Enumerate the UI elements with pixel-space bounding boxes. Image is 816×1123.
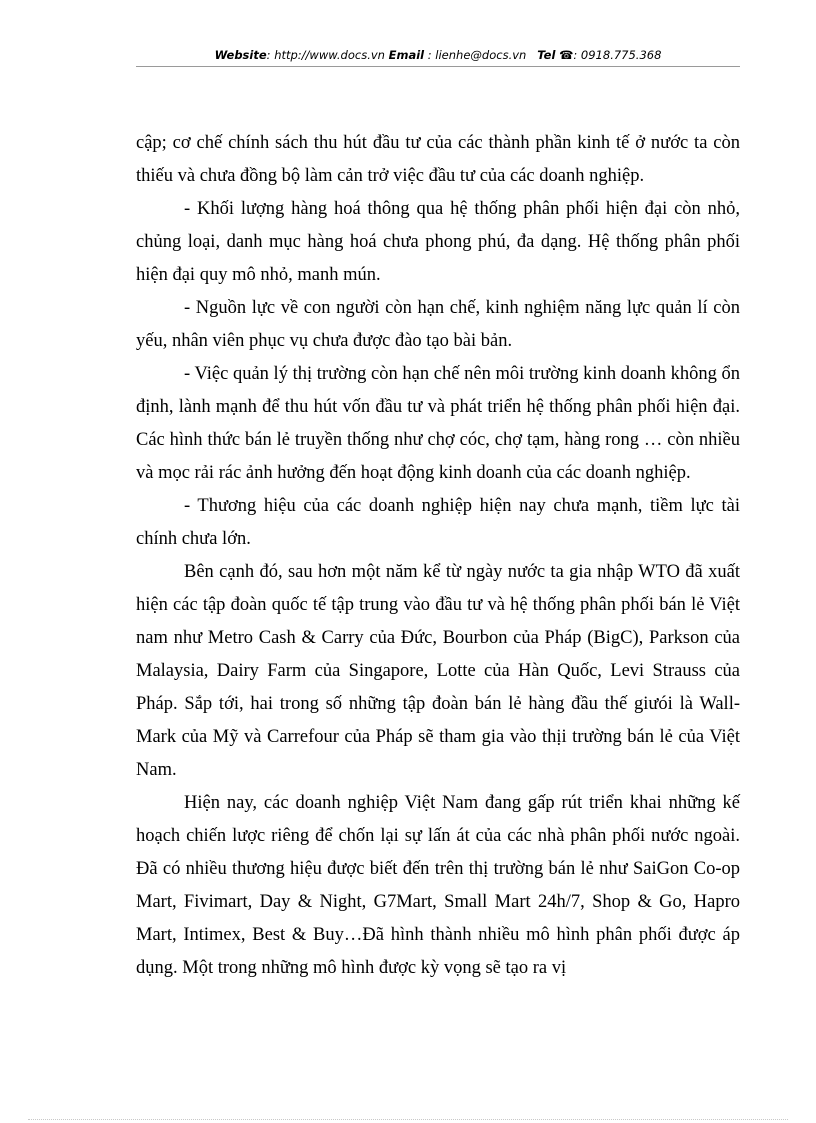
paragraph-6: Bên cạnh đó, sau hơn một năm kể từ ngày nước ta gia nhập WTO đã xuất hiện các tập đoàn quốc tế tập trung vào đầu tư và hệ thống phân phối bán lẻ Việt nam như Metro Cash & Carry của Đức, Bourbon của Pháp (BigC), Parkson của Malaysia, Dairy Farm của Singapore, Lotte của Hàn Quốc, Levi Strauss của Pháp. Sắp tới, hai trong số những tập đoàn bán lẻ hàng đầu thế giưói là Wall-Mark của Mỹ và Carrefour của Pháp sẽ tham gia vào thịi trường bán lẻ của Việt Nam. bbox=[136, 562, 740, 780]
phone-icon: ☎ bbox=[559, 48, 574, 62]
tel-label: Tel bbox=[537, 48, 556, 62]
tel-separator: : bbox=[573, 48, 581, 62]
email-label: Email bbox=[388, 48, 425, 62]
website-label: Website bbox=[214, 48, 267, 62]
paragraph-5: - Thương hiệu của các doanh nghiệp hiện nay chưa mạnh, tiềm lực tài chính chưa lớn. bbox=[136, 496, 740, 549]
email-separator: : bbox=[424, 48, 436, 62]
email-address[interactable]: lienhe@docs.vn bbox=[435, 48, 527, 62]
paragraph-3: - Nguồn lực về con người còn hạn chế, kinh nghiệm năng lực quản lí còn yếu, nhân viên phục vụ chưa được đào tạo bài bản. bbox=[136, 298, 740, 351]
paragraph-2: - Khối lượng hàng hoá thông qua hệ thống phân phối hiện đại còn nhỏ, chủng loại, danh mục hàng hoá chưa phong phú, đa dạng. Hệ thống phân phối hiện đại quy mô nhỏ, manh mún. bbox=[136, 199, 740, 285]
tel-number: 0918.775.368 bbox=[580, 48, 662, 62]
website-separator: : bbox=[266, 48, 275, 62]
footer-divider bbox=[28, 1119, 788, 1120]
paragraph-4: - Việc quản lý thị trường còn hạn chế nên môi trường kinh doanh không ổn định, lành mạnh để thu hút vốn đầu tư và phát triển hệ thống phân phối hiện đại. Các hình thức bán lẻ truyền thống như chợ cóc, chợ tạm, hàng rong … còn nhiều và mọc rải rác ảnh hưởng đến hoạt động kinh doanh của các doanh nghiệp. bbox=[136, 364, 740, 483]
page-header bbox=[136, 47, 740, 63]
header-divider bbox=[136, 66, 740, 67]
paragraph-1: cập; cơ chế chính sách thu hút đầu tư của các thành phần kinh tế ở nước ta còn thiếu và chưa đồng bộ làm cản trở việc đầu tư của các doanh nghiệp. bbox=[136, 133, 740, 186]
website-url[interactable]: http://www.docs.vn bbox=[274, 48, 385, 62]
document-body bbox=[136, 127, 740, 985]
paragraph-7: Hiện nay, các doanh nghiệp Việt Nam đang gấp rút triển khai những kế hoạch chiến lược riêng để chốn lại sự lấn át của các nhà phân phối nước ngoài. Đã có nhiều thương hiệu được biết đến trên thị trường bán lẻ như SaiGon Co-op Mart, Fivimart, Day & Night, G7Mart, Small Mart 24h/7, Shop & Go, Hapro Mart, Intimex, Best & Buy…Đã hình thành nhiều mô hình phân phối được áp dụng. Một trong những mô hình được kỳ vọng sẽ tạo ra vị bbox=[136, 793, 740, 978]
